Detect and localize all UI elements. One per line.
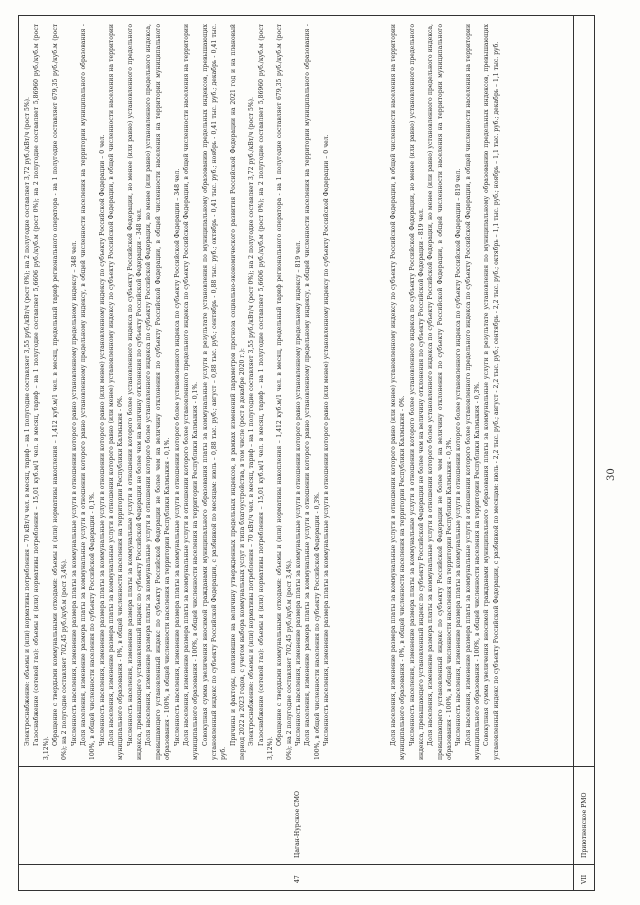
description-paragraph: Численность населения, изменение размера платы за коммунальные услуги в отношении которого равно (или менее) установленному индексу по субъекту Российской Федерации – 0 чел. [323,134,330,746]
description-paragraph: Доля населения, изменение размера платы за коммунальные услуги в отношении которого более установленного индекса по субъекту Российской Федерации, но менее (или равно) установленного предельного индекса, превышающего установленный индекс по субъекту Российской Федерации не более чем на величину отклонения по субъекту Российской Федерации, в общей численности населения на территории муниципального образования - 100%, в общей численности населения на территории Республики Калмыкия - 0,1%. [145,24,172,760]
description-paragraph: Совокупная сумма увеличения вносимой гражданами муниципального образования платы за коммунальные услуги в результате установления по муниципальному образованию предельных индексов, превышающих установленный индекс по субъекту Российской Федерации, с разбивкой по месяцам: июль - 2,2 тыс. руб.; август - 2,2 тыс. руб.; сентябрь - 2,2 тыс. руб.; октябрь – 1,1 тыс. руб.; ноябрь – 1,1 тыс. руб.; декабрь – 1,1 тыс. руб. [483,24,500,760]
description-column [19,16,594,766]
description-paragraph: Газоснабжение (сетевой газ): объемы и (или) нормативы потребления – 15,01 куб.м/1 чел. в месяц, тариф – на 1 полугодие составляет 5,6606 руб./куб.м (рост 0%); на 2 полугодие составляет 5,86960 руб./куб.м (рост 3,12%). [33,24,50,760]
description-paragraph: Электроснабжение: объемы и (или) нормативы потребления – 70 кВт/ч чел. в месяц, тариф – на 1 полугодие составляет 3,55 руб./кВт/ч (рост 0%); на 2 полугодие составляет 3,72 руб./кВт/ч (рост 5%). [24,97,31,746]
description-paragraph: Доля населения, изменение размера платы за коммунальные услуги в отношении которого более установленного индекса по субъекту Российской Федерации, но менее (или равно) установленного предельного индекса, превышающего установленный индекс по субъекту Российской Федерации не более чем на величину отклонения по субъекту Российской Федерации, в общей численности населения на территории муниципального образования - 100%, в общей численности населения на территории Республики Калмыкия - 0,3%. [427,24,454,760]
description-paragraph: Доля населения, изменение размера платы за коммунальные услуги в отношении которого равно (или менее) установленному индексу по субъекту Российской Федерации, в общей численности населения на территории муниципального образования - 0%, в общей численности населения на территории Республики Калмыкия - 0%. [108,24,125,760]
page-number: 30 [606,468,617,481]
description-block-continued [23,24,331,760]
number-column [19,864,594,890]
description-paragraph: Доля населения, изменение размера платы за коммунальные услуги в отношении которого равно установленному предельному индексу, в общей численности населения на территории муниципального образования - 100%, в общей численности населения по субъекту Российской Федерации - 0,1%. [80,24,97,760]
description-paragraph: Доля населения, изменение размера платы за коммунальные услуги в отношении которого более установленного предельного индекса по субъекту Российской Федерации, в общей численности населения на территории муниципального образования - 100%, в общей численности населения на территории Республики Калмыкия - 0,1%. [182,24,200,760]
municipality-name: Цаган-Нурское СМО [294,790,301,858]
row-number: 47 [294,875,301,883]
municipality-column [19,766,594,864]
description-block-tsagan-nur [389,24,501,760]
description-paragraph: Обращение с твердыми коммунальными отходами: объемы и (или) нормативы накопления – 1,412 куб.м/1 чел. в месяц, предельный тариф регионального оператора - на 1 полугодие составляет 679,35 руб./куб.м (рост 0%); на 2 полугодие составляет 702,45 руб./куб.м (рост 3,4%). [276,24,293,760]
description-paragraph: Численность населения, изменение размера платы за коммунальные услуги в отношении которого равно установленному предельному индексу – 819 чел. [294,240,302,746]
description-paragraph: Доля населения, изменение размера платы за коммунальные услуги в отношении которого равно установленному предельному индексу, в общей численности населения на территории муниципального образования - 100%, в общей численности населения по субъекту Российской Федерации - 0,3%. [304,24,321,760]
description-paragraph: Численность населения, изменение размера платы за коммунальные услуги в отношении которого равно (или менее) установленному индексу по субъекту Российской Федерации – 0 чел. [98,134,106,746]
description-paragraph: Газоснабжение (сетевой газ): объемы и (или) нормативы потребления – 15,01 куб.м/1 чел. в месяц, тариф – на 1 полугодие составляет 5,6606 руб./куб.м (рост 0%); на 2 полугодие составляет 5,86960 руб./куб.м (рост 3,12%). [257,24,274,760]
description-paragraph: Причины и факторы, повлиявшие на величину утвержденных предельных индексов, в рамках изменений параметров прогноза социально-экономического развития Российской Федерации на 2021 год и на плановый период 2022 и 2023 годов, с учетом выбора коммунальных услуг и типа благоустройства, в том числе (рост в декабре 2020 г.): [229,24,246,760]
description-paragraph: Численность населения, изменение размера платы за коммунальные услуги в отношении которого более установленного индекса по субъекту Российской Федерации – 819 чел. [455,168,463,746]
indices-table [18,15,595,891]
description-paragraph: Доля населения, изменение размера платы за коммунальные услуги в отношении которого более установленного предельного индекса по субъекту Российской Федерации, в общей численности населения на территории муниципального образования - 100%, в общей численности населения на территории Республики Калмыкия - 0,3%. [464,24,482,760]
description-paragraph: Доля населения, изменение размера платы за коммунальные услуги в отношении которого равно (или менее) установленному индексу по субъекту Российской Федерации, в общей численности населения на территории муниципального образования - 0%, в общей численности населения на территории Республики Калмыкия - 0%. [390,24,407,760]
description-paragraph: Численность населения, изменение размера платы за коммунальные услуги в отношении которого более установленного индекса по субъекту Российской Федерации, но менее (или равно) установленного предельного индекса, превышающего установленный индекс по субъекту Российской Федерации не более чем на величину отклонения по субъекту Российской Федерации - 819 чел. [408,24,426,760]
section-number: VII [581,874,588,884]
description-paragraph: Совокупная сумма увеличения вносимой гражданами муниципального образования платы за коммунальные услуги в результате установления по муниципальному образованию предельных индексов, превышающих установленный индекс по субъекту Российской Федерации, с разбивкой по месяцам: июль – 0,88 тыс. руб.; август – 0,88 тыс. руб.; сентябрь - 0,88 тыс. руб.; октябрь - 0,41 тыс. руб.; ноябрь - 0,41 тыс. руб.; декабрь - 0,41 тыс. руб. [201,24,228,760]
description-paragraph: Численность населения, изменение размера платы за коммунальные услуги в отношении которого равно установленному предельному индексу – 348 чел. [70,240,78,746]
description-paragraph: Численность населения, изменение размера платы за коммунальные услуги в отношении которого более установленного индекса по субъекту Российской Федерации – 348 чел. [173,168,181,746]
description-paragraph: Электроснабжение: объемы и (или) нормативы потребления – 70 кВт/ч чел. в месяц, тариф – на 1 полугодие составляет 3,55 руб./кВт/ч (рост 0%); на 2 полугодие составляет 3,72 руб./кВт/ч (рост 5%). [248,97,256,746]
description-paragraph: Численность населения, изменение размера платы за коммунальные услуги в отношении которого более установленного индекса по субъекту Российской Федерации, но менее (или равно) установленного предельного индекса, превышающего установленный индекс по субъекту Российской Федерации не более чем на величину отклонения по субъекту Российской Федерации - 348 чел. [126,24,144,760]
description-paragraph: Обращение с твердыми коммунальными отходами: объемы и (или) нормативы накопления – 1,412 куб.м/1 чел. в месяц, предельный тариф регионального оператора - на 1 полугодие составляет 679,35 руб./куб.м (рост 0%); на 2 полугодие составляет 702,45 руб./куб.м (рост 3,4%). [52,24,69,760]
row-divider [573,16,574,890]
district-name: Приютненское РМО [581,792,588,858]
